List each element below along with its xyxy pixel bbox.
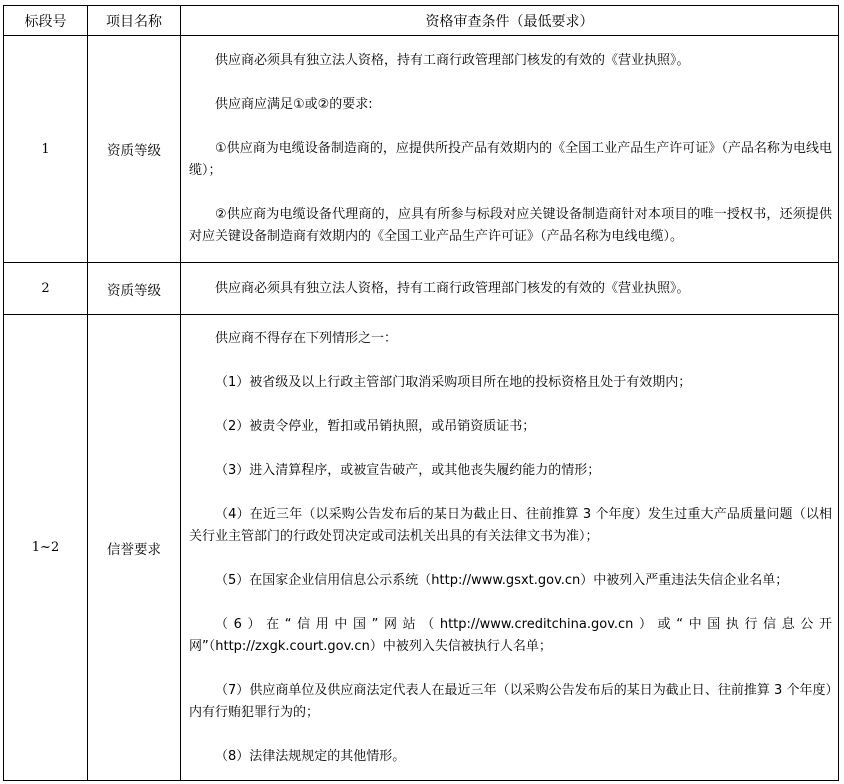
qualification-table — [3, 5, 839, 781]
requirement-paragraph: 供应商不得存在下列情形之一： — [215, 330, 398, 346]
requirement-paragraph: （8）法律法规规定的其他情形。 — [215, 748, 406, 764]
header-section-no: 标段号 — [4, 6, 88, 36]
requirement-paragraph: （6）在“信用中国”网站（http://www.creditchina.gov.cn）或“中国执行信息公开网”（http://zxgk.court.gov.cn）中被列入失信被执行人名单； — [189, 616, 832, 654]
requirement-paragraph: 供应商应满足①或②的要求: — [215, 97, 373, 112]
requirements-cell — [181, 315, 839, 781]
requirement-paragraph: （4）在近三年（以采购公告发布后的某日为截止日、往前推算 3 个年度）发生过重大产品质量问题（以相关行业主管部门的行政处罚决定或司法机关出具的有关法律文书为准）； — [189, 506, 832, 544]
requirement-paragraph: ①供应商为电缆设备制造商的，应提供所投产品有效期内的《全国工业产品生产许可证》（产品名称为电线电缆）； — [189, 141, 832, 178]
table-header-row — [4, 6, 839, 36]
header-item-name: 项目名称 — [88, 6, 181, 36]
requirement-paragraph: ②供应商为电缆设备代理商的，应具有所参与标段对应关键设备制造商针对本项目的唯一授权书，还须提供对应关键设备制造商有效期内的《全国工业产品生产许可证》（产品名称为电线电缆）。 — [189, 207, 832, 244]
header-requirements: 资格审查条件（最低要求） — [181, 6, 839, 36]
table-row — [4, 36, 839, 263]
section-no-cell: 1 — [4, 36, 88, 263]
section-no-cell: 1~2 — [4, 315, 88, 781]
section-no-cell: 2 — [4, 263, 88, 315]
requirement-paragraph: （5）在国家企业信用信息公示系统（http://www.gsxt.gov.cn）中被列入严重违法失信企业名单； — [215, 572, 789, 588]
table-row — [4, 263, 839, 315]
requirement-paragraph: 供应商必须具有独立法人资格，持有工商行政管理部门核发的有效的《营业执照》。 — [215, 280, 690, 296]
requirement-paragraph: （7）供应商单位及供应商法定代表人在最近三年（以采购公告发布后的某日为截止日、往前推算 3 个年度）内有行贿犯罪行为的； — [189, 682, 832, 720]
requirement-paragraph: 供应商必须具有独立法人资格，持有工商行政管理部门核发的有效的《营业执照》。 — [215, 53, 690, 68]
requirements-cell — [181, 263, 839, 315]
requirements-cell — [181, 36, 839, 263]
item-name-cell: 信誉要求 — [88, 315, 181, 781]
requirement-paragraph: （2）被责令停业，暂扣或吊销执照，或吊销资质证书； — [215, 418, 536, 434]
requirement-paragraph: （3）进入清算程序，或被宣告破产，或其他丧失履约能力的情形； — [215, 462, 601, 478]
item-name-cell: 资质等级 — [88, 263, 181, 315]
requirement-paragraph: （1）被省级及以上行政主管部门取消采购项目所在地的投标资格且处于有效期内； — [215, 374, 692, 390]
table-row — [4, 315, 839, 781]
item-name-cell: 资质等级 — [88, 36, 181, 263]
